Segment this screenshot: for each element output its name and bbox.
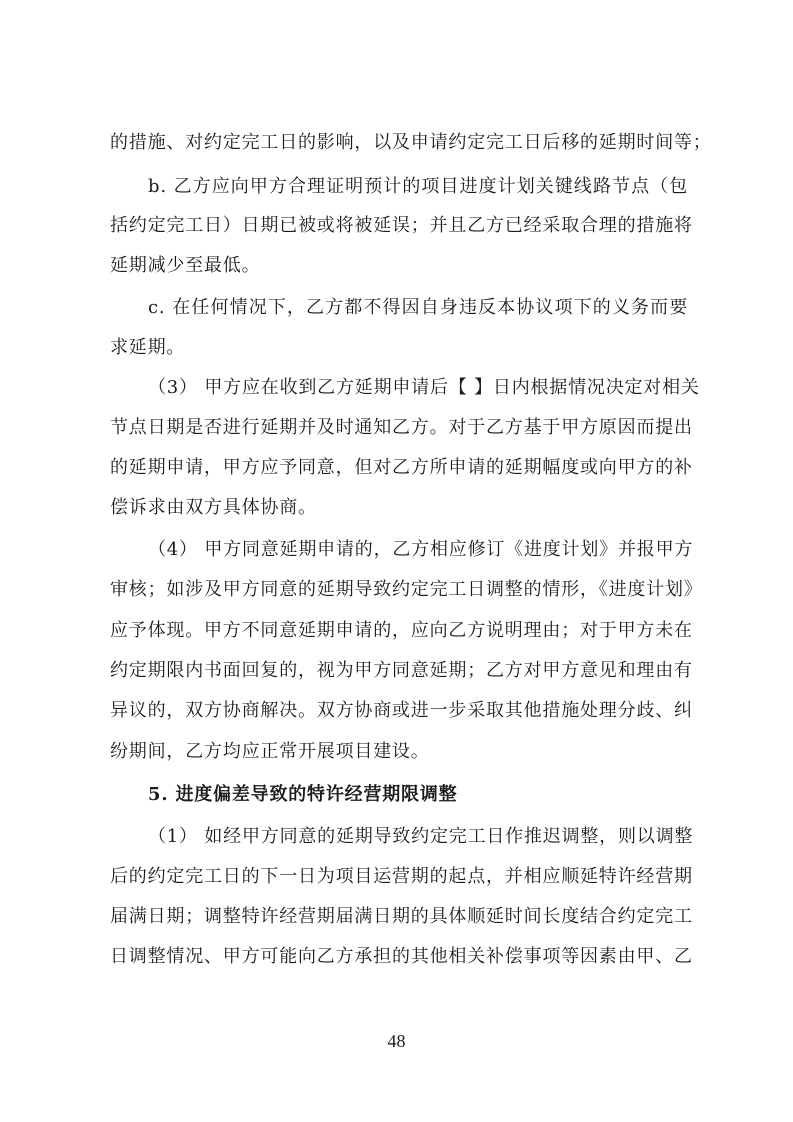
page-number: 48 <box>387 1031 406 1051</box>
body-text-line: （4） 甲方同意延期申请的，乙方相应修订《进度计划》并报甲方 <box>148 539 694 560</box>
body-text-line: 的延期申请，甲方应予同意，但对乙方所申请的延期幅度或向甲方的补 <box>110 457 693 478</box>
body-text-line: 的措施、对约定完工日的影响，以及申请约定完工日后移的延期时间等； <box>110 132 712 153</box>
body-text-line: b. 乙方应向甲方合理证明预计的项目进度计划关键线路节点（包 <box>148 176 688 197</box>
body-text-line: 届满日期；调整特许经营期届满日期的具体顺延时间长度结合约定完工 <box>110 906 693 927</box>
body-text-line: 求延期。 <box>110 337 186 358</box>
body-text-line: 偿诉求由双方具体协商。 <box>110 497 317 518</box>
body-text-line: 应予体现。甲方不同意延期申请的，应向乙方说明理由；对于甲方未在 <box>110 620 693 641</box>
body-text-line: 异议的，双方协商解决。双方协商或进一步采取其他措施处理分歧、纠 <box>110 700 693 721</box>
body-text-line: 括约定完工日）日期已被或将被延误；并且乙方已经采取合理的措施将 <box>110 215 693 236</box>
body-text-line: 日调整情况、甲方可能向乙方承担的其他相关补偿事项等因素由甲、乙 <box>110 946 693 967</box>
section-heading: 5. 进度偏差导致的特许经营期限调整 <box>148 784 458 805</box>
body-text-line: （1） 如经甲方同意的延期导致约定完工日作推迟调整，则以调整 <box>148 826 694 847</box>
body-text-line: 后的约定完工日的下一日为项目运营期的起点，并相应顺延特许经营期 <box>110 866 693 887</box>
body-text-line: 约定期限内书面回复的，视为甲方同意延期；乙方对甲方意见和理由有 <box>110 660 693 681</box>
body-text-line: 延期减少至最低。 <box>110 255 261 276</box>
body-text-line: （3） 甲方应在收到乙方延期申请后【 】日内根据情况决定对相关 <box>148 377 700 398</box>
body-text-line: c. 在任何情况下，乙方都不得因自身违反本协议项下的义务而要 <box>148 297 688 318</box>
body-text-line: 审核；如涉及甲方同意的延期导致约定完工日调整的情形，《进度计划》 <box>110 579 703 600</box>
body-text-line: 节点日期是否进行延期并及时通知乙方。对于乙方基于甲方原因而提出 <box>110 417 693 438</box>
body-text-line: 纷期间，乙方均应正常开展项目建设。 <box>110 741 430 762</box>
